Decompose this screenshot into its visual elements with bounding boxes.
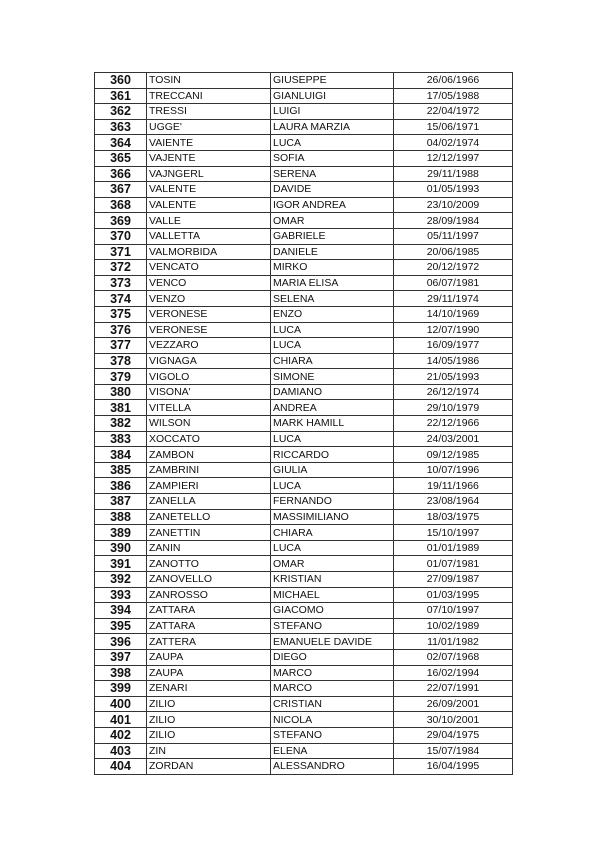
birth-date-cell: 12/07/1990 <box>394 322 513 338</box>
name-cell: DANIELE <box>271 244 394 260</box>
name-cell: LUCA <box>271 338 394 354</box>
name-cell: MARCO <box>271 681 394 697</box>
surname-cell: ZORDAN <box>147 759 271 775</box>
birth-date-cell: 28/09/1984 <box>394 213 513 229</box>
table-row <box>95 431 513 447</box>
row-number: 382 <box>95 416 147 432</box>
birth-date-cell: 17/05/1988 <box>394 88 513 104</box>
surname-cell: ZILIO <box>147 712 271 728</box>
name-cell: LUCA <box>271 431 394 447</box>
row-number: 361 <box>95 88 147 104</box>
name-cell: RICCARDO <box>271 447 394 463</box>
row-number: 381 <box>95 400 147 416</box>
table-row <box>95 150 513 166</box>
surname-cell: WILSON <box>147 416 271 432</box>
birth-date-cell: 26/12/1974 <box>394 384 513 400</box>
birth-date-cell: 16/02/1994 <box>394 665 513 681</box>
row-number: 403 <box>95 743 147 759</box>
table-row <box>95 73 513 89</box>
table-row <box>95 384 513 400</box>
surname-cell: ZATTERA <box>147 634 271 650</box>
row-number: 383 <box>95 431 147 447</box>
table-row <box>95 400 513 416</box>
row-number: 369 <box>95 213 147 229</box>
surname-cell: VENZO <box>147 291 271 307</box>
row-number: 397 <box>95 649 147 665</box>
row-number: 387 <box>95 494 147 510</box>
table-row <box>95 556 513 572</box>
row-number: 395 <box>95 618 147 634</box>
table-row <box>95 135 513 151</box>
surname-cell: ZAUPA <box>147 649 271 665</box>
name-cell: LUCA <box>271 478 394 494</box>
name-cell: DAMIANO <box>271 384 394 400</box>
table-row <box>95 260 513 276</box>
birth-date-cell: 22/04/1972 <box>394 104 513 120</box>
name-cell: ALESSANDRO <box>271 759 394 775</box>
table-row <box>95 182 513 198</box>
birth-date-cell: 09/12/1985 <box>394 447 513 463</box>
name-cell: MICHAEL <box>271 587 394 603</box>
row-number: 373 <box>95 275 147 291</box>
birth-date-cell: 10/07/1996 <box>394 462 513 478</box>
name-cell: CHIARA <box>271 353 394 369</box>
birth-date-cell: 15/07/1984 <box>394 743 513 759</box>
birth-date-cell: 27/09/1987 <box>394 572 513 588</box>
people-table <box>94 72 513 775</box>
birth-date-cell: 19/11/1966 <box>394 478 513 494</box>
table-row <box>95 353 513 369</box>
row-number: 404 <box>95 759 147 775</box>
table-row <box>95 462 513 478</box>
name-cell: EMANUELE DAVIDE <box>271 634 394 650</box>
name-cell: MIRKO <box>271 260 394 276</box>
row-number: 380 <box>95 384 147 400</box>
row-number: 364 <box>95 135 147 151</box>
name-cell: ELENA <box>271 743 394 759</box>
birth-date-cell: 24/03/2001 <box>394 431 513 447</box>
birth-date-cell: 30/10/2001 <box>394 712 513 728</box>
surname-cell: TRESSI <box>147 104 271 120</box>
surname-cell: VITELLA <box>147 400 271 416</box>
name-cell: LUCA <box>271 135 394 151</box>
name-cell: KRISTIAN <box>271 572 394 588</box>
surname-cell: VERONESE <box>147 322 271 338</box>
row-number: 376 <box>95 322 147 338</box>
name-cell: CRISTIAN <box>271 696 394 712</box>
name-cell: MARK HAMILL <box>271 416 394 432</box>
row-number: 398 <box>95 665 147 681</box>
name-cell: ANDREA <box>271 400 394 416</box>
surname-cell: ZENARI <box>147 681 271 697</box>
surname-cell: ZANIN <box>147 540 271 556</box>
birth-date-cell: 12/12/1997 <box>394 150 513 166</box>
surname-cell: ZANETTIN <box>147 525 271 541</box>
row-number: 401 <box>95 712 147 728</box>
surname-cell: VIGNAGA <box>147 353 271 369</box>
name-cell: LUCA <box>271 540 394 556</box>
name-cell: CHIARA <box>271 525 394 541</box>
birth-date-cell: 01/01/1989 <box>394 540 513 556</box>
birth-date-cell: 02/07/1968 <box>394 649 513 665</box>
table-row <box>95 540 513 556</box>
surname-cell: VISONA' <box>147 384 271 400</box>
birth-date-cell: 04/02/1974 <box>394 135 513 151</box>
surname-cell: VALMORBIDA <box>147 244 271 260</box>
birth-date-cell: 23/08/1964 <box>394 494 513 510</box>
row-number: 385 <box>95 462 147 478</box>
surname-cell: ZILIO <box>147 727 271 743</box>
name-cell: MARCO <box>271 665 394 681</box>
surname-cell: ZILIO <box>147 696 271 712</box>
name-cell: SERENA <box>271 166 394 182</box>
table-row <box>95 759 513 775</box>
table-row <box>95 119 513 135</box>
surname-cell: VERONESE <box>147 306 271 322</box>
name-cell: SIMONE <box>271 369 394 385</box>
people-table-body <box>95 73 513 775</box>
surname-cell: ZANOTTO <box>147 556 271 572</box>
table-row <box>95 244 513 260</box>
name-cell: ENZO <box>271 306 394 322</box>
row-number: 377 <box>95 338 147 354</box>
table-row <box>95 494 513 510</box>
surname-cell: XOCCATO <box>147 431 271 447</box>
name-cell: GIACOMO <box>271 603 394 619</box>
surname-cell: VALENTE <box>147 182 271 198</box>
table-row <box>95 478 513 494</box>
surname-cell: TRECCANI <box>147 88 271 104</box>
name-cell: STEFANO <box>271 618 394 634</box>
name-cell: DAVIDE <box>271 182 394 198</box>
birth-date-cell: 18/03/1975 <box>394 509 513 525</box>
birth-date-cell: 20/06/1985 <box>394 244 513 260</box>
table-row <box>95 338 513 354</box>
birth-date-cell: 05/11/1997 <box>394 228 513 244</box>
surname-cell: ZIN <box>147 743 271 759</box>
table-row <box>95 712 513 728</box>
birth-date-cell: 07/10/1997 <box>394 603 513 619</box>
birth-date-cell: 01/07/1981 <box>394 556 513 572</box>
surname-cell: ZANELLA <box>147 494 271 510</box>
surname-cell: VENCATO <box>147 260 271 276</box>
name-cell: FERNANDO <box>271 494 394 510</box>
table-row <box>95 634 513 650</box>
row-number: 371 <box>95 244 147 260</box>
row-number: 363 <box>95 119 147 135</box>
row-number: 388 <box>95 509 147 525</box>
row-number: 400 <box>95 696 147 712</box>
surname-cell: ZANROSSO <box>147 587 271 603</box>
surname-cell: TOSIN <box>147 73 271 89</box>
table-row <box>95 416 513 432</box>
table-row <box>95 509 513 525</box>
surname-cell: ZAMPIERI <box>147 478 271 494</box>
row-number: 366 <box>95 166 147 182</box>
row-number: 390 <box>95 540 147 556</box>
surname-cell: VAJENTE <box>147 150 271 166</box>
table-row <box>95 213 513 229</box>
table-row <box>95 197 513 213</box>
birth-date-cell: 01/03/1995 <box>394 587 513 603</box>
table-row <box>95 603 513 619</box>
row-number: 396 <box>95 634 147 650</box>
table-row <box>95 104 513 120</box>
birth-date-cell: 15/06/1971 <box>394 119 513 135</box>
table-row <box>95 447 513 463</box>
table-row <box>95 322 513 338</box>
name-cell: OMAR <box>271 213 394 229</box>
name-cell: NICOLA <box>271 712 394 728</box>
birth-date-cell: 15/10/1997 <box>394 525 513 541</box>
row-number: 360 <box>95 73 147 89</box>
table-row <box>95 618 513 634</box>
name-cell: OMAR <box>271 556 394 572</box>
surname-cell: UGGE' <box>147 119 271 135</box>
birth-date-cell: 01/05/1993 <box>394 182 513 198</box>
row-number: 392 <box>95 572 147 588</box>
table-row <box>95 228 513 244</box>
name-cell: LAURA MARZIA <box>271 119 394 135</box>
row-number: 394 <box>95 603 147 619</box>
row-number: 375 <box>95 306 147 322</box>
table-row <box>95 696 513 712</box>
surname-cell: ZANETELLO <box>147 509 271 525</box>
table-row <box>95 306 513 322</box>
surname-cell: ZAUPA <box>147 665 271 681</box>
row-number: 370 <box>95 228 147 244</box>
row-number: 384 <box>95 447 147 463</box>
birth-date-cell: 22/07/1991 <box>394 681 513 697</box>
birth-date-cell: 29/11/1974 <box>394 291 513 307</box>
birth-date-cell: 10/02/1989 <box>394 618 513 634</box>
row-number: 379 <box>95 369 147 385</box>
table-row <box>95 572 513 588</box>
surname-cell: VAJNGERL <box>147 166 271 182</box>
row-number: 399 <box>95 681 147 697</box>
row-number: 365 <box>95 150 147 166</box>
birth-date-cell: 21/05/1993 <box>394 369 513 385</box>
surname-cell: VEZZARO <box>147 338 271 354</box>
birth-date-cell: 22/12/1966 <box>394 416 513 432</box>
birth-date-cell: 14/10/1969 <box>394 306 513 322</box>
table-row <box>95 587 513 603</box>
row-number: 367 <box>95 182 147 198</box>
birth-date-cell: 29/04/1975 <box>394 727 513 743</box>
row-number: 374 <box>95 291 147 307</box>
name-cell: SOFIA <box>271 150 394 166</box>
surname-cell: VAIENTE <box>147 135 271 151</box>
name-cell: GIULIA <box>271 462 394 478</box>
table-row <box>95 525 513 541</box>
row-number: 393 <box>95 587 147 603</box>
table-row <box>95 649 513 665</box>
surname-cell: VALLETTA <box>147 228 271 244</box>
table-row <box>95 681 513 697</box>
birth-date-cell: 29/11/1988 <box>394 166 513 182</box>
surname-cell: ZAMBON <box>147 447 271 463</box>
surname-cell: ZATTARA <box>147 618 271 634</box>
name-cell: STEFANO <box>271 727 394 743</box>
name-cell: GIUSEPPE <box>271 73 394 89</box>
surname-cell: ZAMBRINI <box>147 462 271 478</box>
birth-date-cell: 11/01/1982 <box>394 634 513 650</box>
name-cell: SELENA <box>271 291 394 307</box>
surname-cell: VENCO <box>147 275 271 291</box>
birth-date-cell: 23/10/2009 <box>394 197 513 213</box>
table-row <box>95 88 513 104</box>
row-number: 386 <box>95 478 147 494</box>
surname-cell: ZATTARA <box>147 603 271 619</box>
surname-cell: VALLE <box>147 213 271 229</box>
birth-date-cell: 16/04/1995 <box>394 759 513 775</box>
name-cell: MARIA ELISA <box>271 275 394 291</box>
name-cell: LUCA <box>271 322 394 338</box>
row-number: 391 <box>95 556 147 572</box>
birth-date-cell: 20/12/1972 <box>394 260 513 276</box>
name-cell: GIANLUIGI <box>271 88 394 104</box>
surname-cell: ZANOVELLO <box>147 572 271 588</box>
birth-date-cell: 26/09/2001 <box>394 696 513 712</box>
row-number: 378 <box>95 353 147 369</box>
surname-cell: VALENTE <box>147 197 271 213</box>
surname-cell: VIGOLO <box>147 369 271 385</box>
table-row <box>95 291 513 307</box>
name-cell: LUIGI <box>271 104 394 120</box>
name-cell: MASSIMILIANO <box>271 509 394 525</box>
row-number: 372 <box>95 260 147 276</box>
birth-date-cell: 26/06/1966 <box>394 73 513 89</box>
name-cell: GABRIELE <box>271 228 394 244</box>
birth-date-cell: 14/05/1986 <box>394 353 513 369</box>
birth-date-cell: 16/09/1977 <box>394 338 513 354</box>
table-row <box>95 275 513 291</box>
table-row <box>95 665 513 681</box>
table-row <box>95 369 513 385</box>
row-number: 362 <box>95 104 147 120</box>
birth-date-cell: 29/10/1979 <box>394 400 513 416</box>
row-number: 368 <box>95 197 147 213</box>
table-row <box>95 727 513 743</box>
birth-date-cell: 06/07/1981 <box>394 275 513 291</box>
table-row <box>95 166 513 182</box>
row-number: 389 <box>95 525 147 541</box>
table-row <box>95 743 513 759</box>
name-cell: IGOR ANDREA <box>271 197 394 213</box>
name-cell: DIEGO <box>271 649 394 665</box>
row-number: 402 <box>95 727 147 743</box>
